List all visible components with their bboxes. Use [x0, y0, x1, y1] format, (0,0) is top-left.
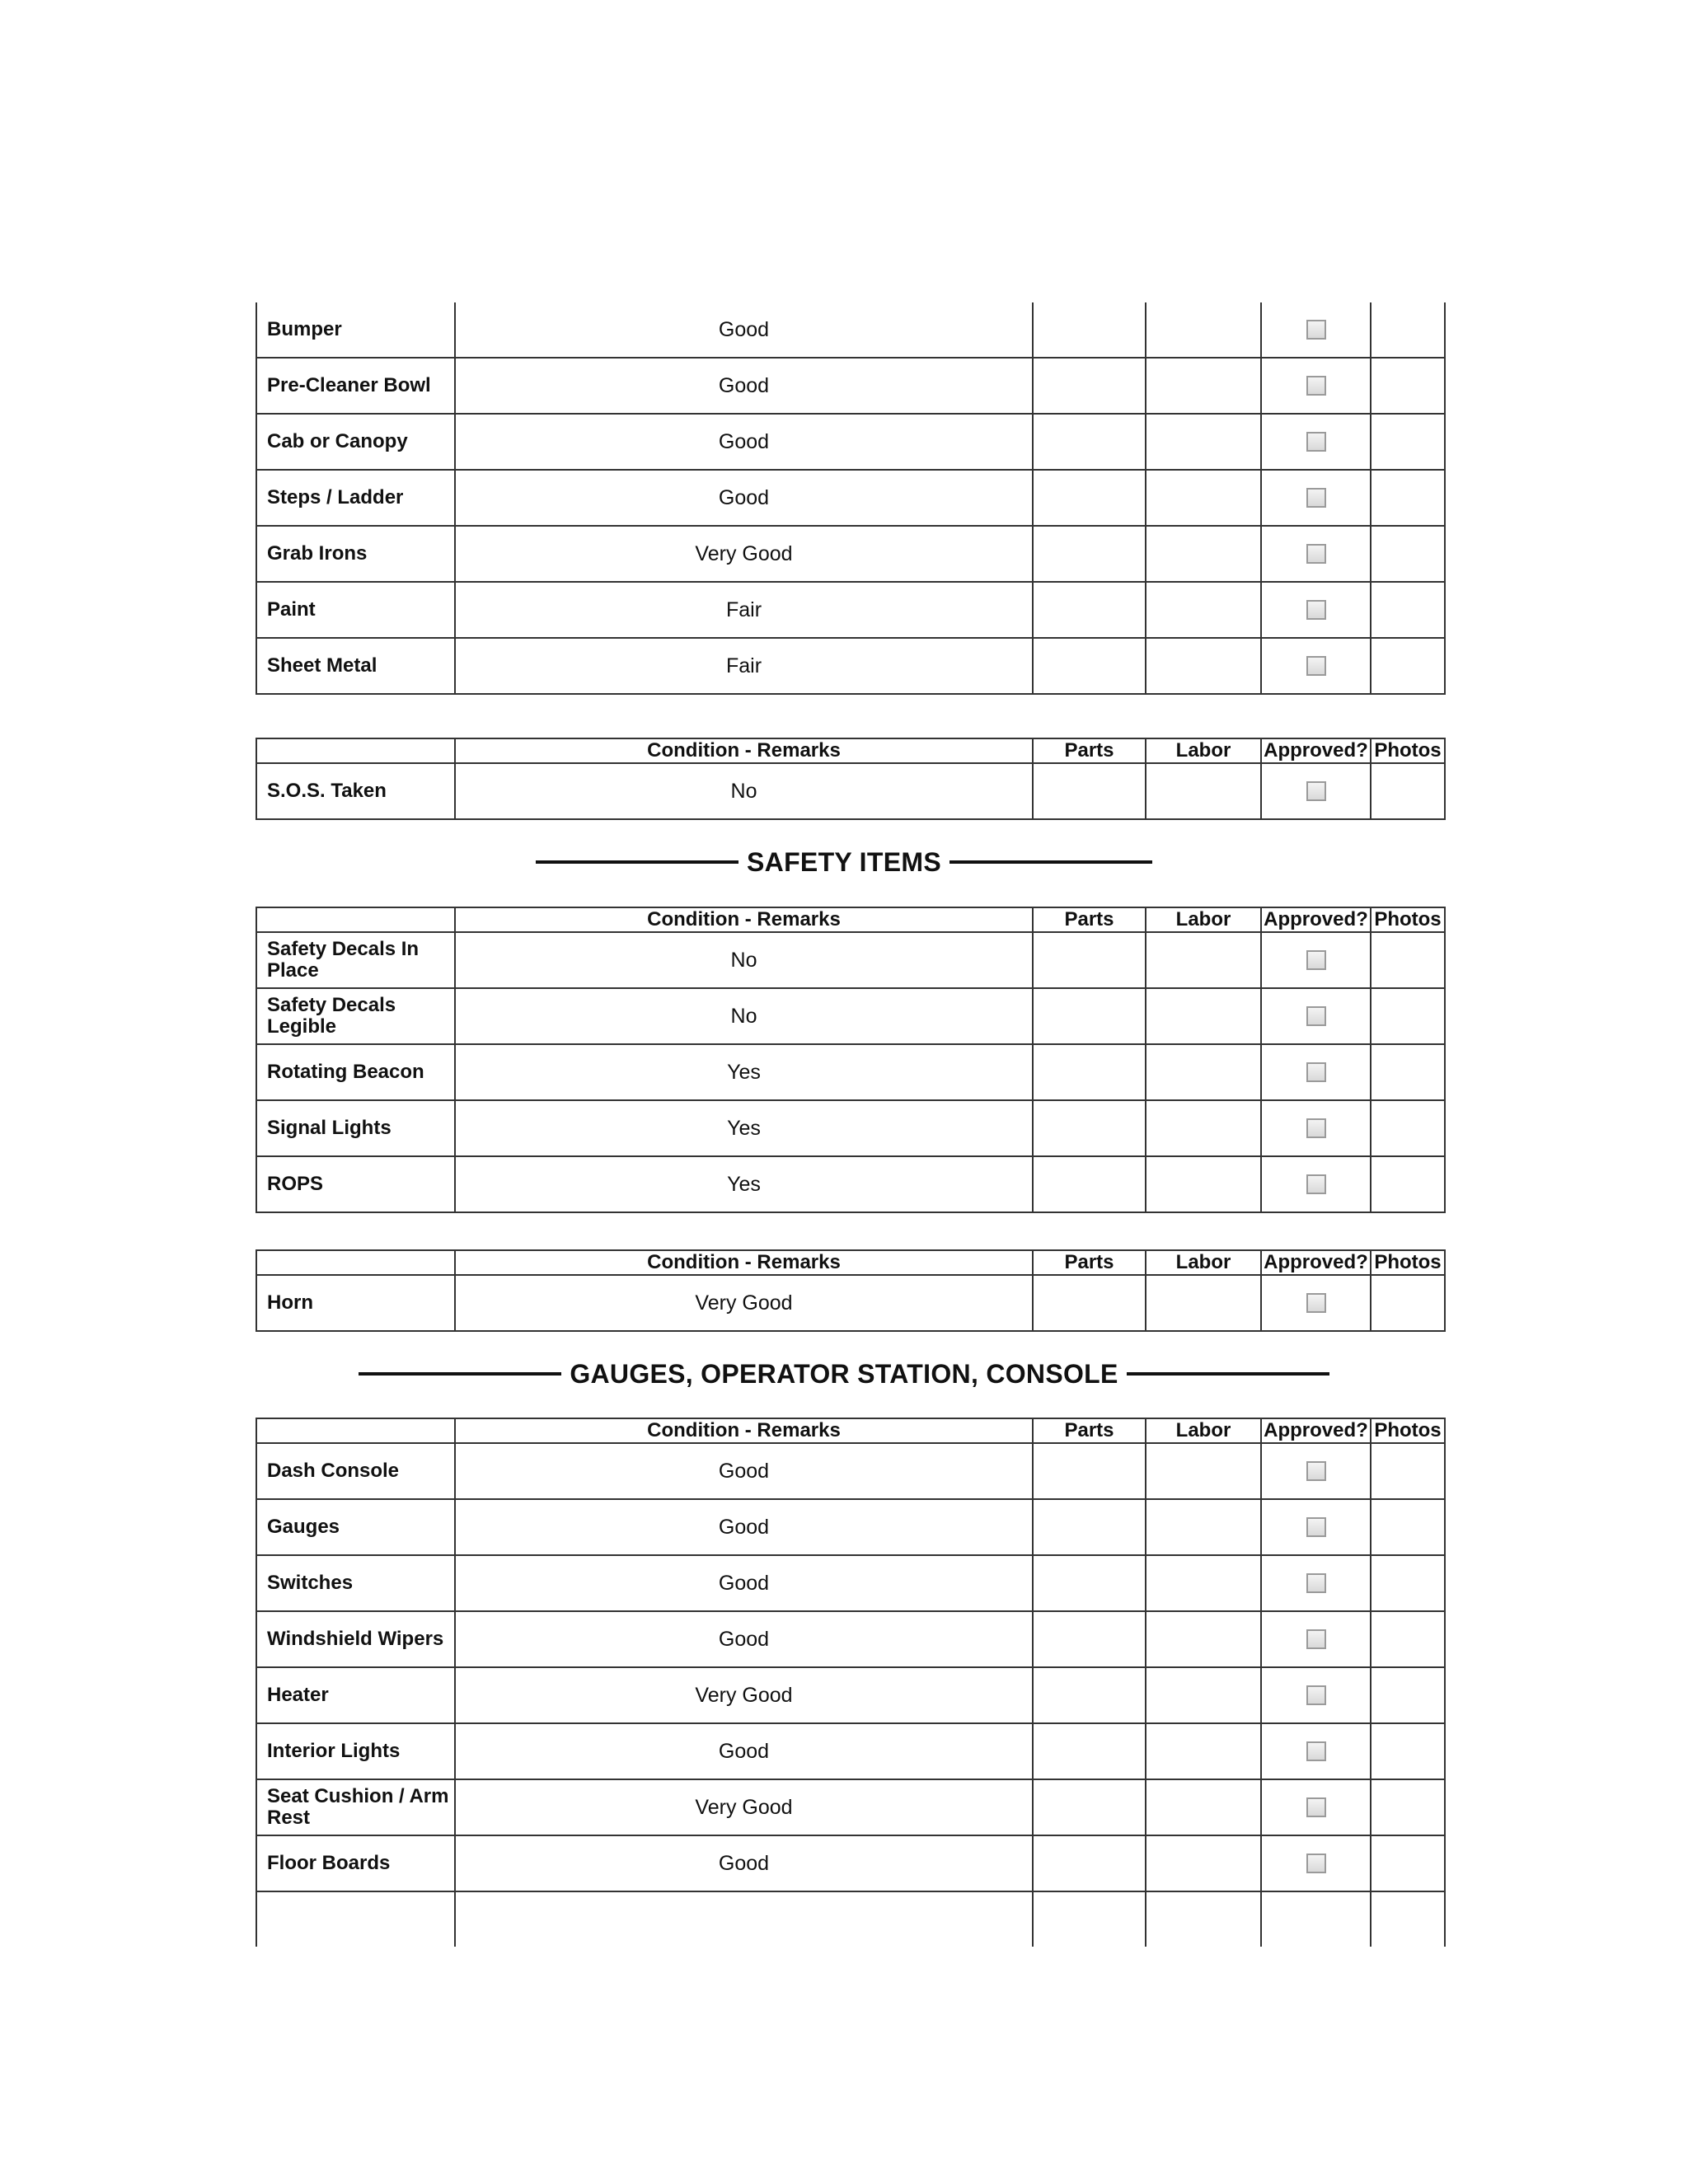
parts-cell	[1033, 763, 1146, 819]
header-photos: Photos	[1371, 738, 1445, 763]
photos-cell	[1371, 1723, 1445, 1779]
header-item	[256, 738, 455, 763]
table-row	[256, 1667, 1445, 1723]
approved-cell	[1261, 414, 1371, 470]
condition-remarks: Yes	[455, 1156, 1033, 1212]
table-row	[256, 1044, 1445, 1100]
item-label: Cab or Canopy	[256, 414, 455, 470]
labor-cell	[1146, 302, 1261, 358]
checkbox-icon[interactable]	[1306, 1741, 1326, 1761]
table-row	[256, 526, 1445, 582]
labor-cell	[1146, 1779, 1261, 1835]
parts-cell	[1033, 1443, 1146, 1499]
gauges-table	[256, 1418, 1446, 1947]
header-item	[256, 1418, 455, 1443]
approved-cell	[1261, 358, 1371, 414]
labor-cell	[1146, 1499, 1261, 1555]
table-row	[256, 1779, 1445, 1835]
checkbox-icon[interactable]	[1306, 950, 1326, 970]
item-label: Floor Boards	[256, 1835, 455, 1891]
sos-table	[256, 738, 1446, 820]
header-condition: Condition - Remarks	[455, 907, 1033, 932]
checkbox-icon[interactable]	[1306, 1062, 1326, 1082]
header-approved: Approved?	[1261, 907, 1371, 932]
table-row	[256, 1443, 1445, 1499]
approved-cell	[1261, 1891, 1371, 1947]
table-row	[256, 414, 1445, 470]
parts-cell	[1033, 526, 1146, 582]
item-label: Safety Decals Legible	[256, 988, 455, 1044]
header-item	[256, 1250, 455, 1275]
condition-remarks: Good	[455, 1499, 1033, 1555]
labor-cell	[1146, 582, 1261, 638]
labor-cell	[1146, 1611, 1261, 1667]
header-condition: Condition - Remarks	[455, 738, 1033, 763]
photos-cell	[1371, 1044, 1445, 1100]
labor-cell	[1146, 1100, 1261, 1156]
checkbox-icon[interactable]	[1306, 1573, 1326, 1593]
condition-remarks	[455, 1891, 1033, 1947]
checkbox-icon[interactable]	[1306, 781, 1326, 801]
header-labor: Labor	[1146, 907, 1261, 932]
approved-cell	[1261, 1779, 1371, 1835]
approved-cell	[1261, 1044, 1371, 1100]
item-label: Paint	[256, 582, 455, 638]
header-photos: Photos	[1371, 1250, 1445, 1275]
table-row	[256, 1723, 1445, 1779]
header-condition: Condition - Remarks	[455, 1418, 1033, 1443]
condition-remarks: Good	[455, 302, 1033, 358]
table-row	[256, 988, 1445, 1044]
approved-cell	[1261, 1443, 1371, 1499]
condition-remarks: Good	[455, 414, 1033, 470]
checkbox-icon[interactable]	[1306, 488, 1326, 508]
checkbox-icon[interactable]	[1306, 1461, 1326, 1481]
item-label: Gauges	[256, 1499, 455, 1555]
condition-remarks: Very Good	[455, 1275, 1033, 1331]
photos-cell	[1371, 302, 1445, 358]
header-parts: Parts	[1033, 907, 1146, 932]
checkbox-icon[interactable]	[1306, 1685, 1326, 1705]
divider-line	[536, 860, 738, 864]
divider-line	[1127, 1372, 1329, 1376]
photos-cell	[1371, 1835, 1445, 1891]
item-label: Seat Cushion / Arm Rest	[256, 1779, 455, 1835]
item-label: Grab Irons	[256, 526, 455, 582]
photos-cell	[1371, 1555, 1445, 1611]
parts-cell	[1033, 1667, 1146, 1723]
header-condition: Condition - Remarks	[455, 1250, 1033, 1275]
condition-remarks: Good	[455, 1443, 1033, 1499]
parts-cell	[1033, 1779, 1146, 1835]
parts-cell	[1033, 988, 1146, 1044]
labor-cell	[1146, 1044, 1261, 1100]
table-row	[256, 1835, 1445, 1891]
labor-cell	[1146, 1667, 1261, 1723]
header-approved: Approved?	[1261, 1250, 1371, 1275]
labor-cell	[1146, 1835, 1261, 1891]
item-label: ROPS	[256, 1156, 455, 1212]
item-label: Safety Decals In Place	[256, 932, 455, 988]
labor-cell	[1146, 526, 1261, 582]
photos-cell	[1371, 358, 1445, 414]
approved-cell	[1261, 1667, 1371, 1723]
checkbox-icon[interactable]	[1306, 1118, 1326, 1138]
item-label: Sheet Metal	[256, 638, 455, 694]
approved-cell	[1261, 582, 1371, 638]
header-item	[256, 907, 455, 932]
condition-remarks: Good	[455, 1723, 1033, 1779]
section-title: GAUGES, OPERATOR STATION, CONSOLE	[570, 1358, 1118, 1389]
table-row	[256, 638, 1445, 694]
item-label: Rotating Beacon	[256, 1044, 455, 1100]
header-labor: Labor	[1146, 738, 1261, 763]
table-header	[256, 1418, 1445, 1443]
parts-cell	[1033, 470, 1146, 526]
item-label: Switches	[256, 1555, 455, 1611]
condition-remarks: Fair	[455, 638, 1033, 694]
item-label: Bumper	[256, 302, 455, 358]
item-label: Dash Console	[256, 1443, 455, 1499]
approved-cell	[1261, 1100, 1371, 1156]
condition-remarks: Fair	[455, 582, 1033, 638]
table-row	[256, 358, 1445, 414]
labor-cell	[1146, 638, 1261, 694]
section-heading-gauges	[0, 1356, 1688, 1392]
header-photos: Photos	[1371, 907, 1445, 932]
table-row	[256, 1100, 1445, 1156]
labor-cell	[1146, 988, 1261, 1044]
exterior-table	[256, 302, 1446, 695]
labor-cell	[1146, 414, 1261, 470]
checkbox-icon[interactable]	[1306, 1854, 1326, 1873]
approved-cell	[1261, 638, 1371, 694]
parts-cell	[1033, 1835, 1146, 1891]
item-label: Horn	[256, 1275, 455, 1331]
checkbox-icon[interactable]	[1306, 600, 1326, 620]
approved-cell	[1261, 1275, 1371, 1331]
checkbox-icon[interactable]	[1306, 320, 1326, 340]
photos-cell	[1371, 1611, 1445, 1667]
condition-remarks: No	[455, 932, 1033, 988]
parts-cell	[1033, 414, 1146, 470]
photos-cell	[1371, 932, 1445, 988]
condition-remarks: Good	[455, 1555, 1033, 1611]
approved-cell	[1261, 1611, 1371, 1667]
condition-remarks: Very Good	[455, 1667, 1033, 1723]
table-row	[256, 1555, 1445, 1611]
table-row	[256, 932, 1445, 988]
parts-cell	[1033, 1275, 1146, 1331]
table-row	[256, 1891, 1445, 1947]
labor-cell	[1146, 932, 1261, 988]
item-label: Pre-Cleaner Bowl	[256, 358, 455, 414]
photos-cell	[1371, 1779, 1445, 1835]
labor-cell	[1146, 1443, 1261, 1499]
header-approved: Approved?	[1261, 738, 1371, 763]
photos-cell	[1371, 1891, 1445, 1947]
approved-cell	[1261, 1835, 1371, 1891]
table-row	[256, 1611, 1445, 1667]
parts-cell	[1033, 1499, 1146, 1555]
table-row	[256, 582, 1445, 638]
photos-cell	[1371, 988, 1445, 1044]
condition-remarks: No	[455, 988, 1033, 1044]
table-header	[256, 907, 1445, 932]
photos-cell	[1371, 1499, 1445, 1555]
parts-cell	[1033, 1555, 1146, 1611]
safety-items-table	[256, 907, 1446, 1213]
labor-cell	[1146, 470, 1261, 526]
photos-cell	[1371, 1275, 1445, 1331]
checkbox-icon[interactable]	[1306, 376, 1326, 396]
parts-cell	[1033, 932, 1146, 988]
checkbox-icon[interactable]	[1306, 432, 1326, 452]
approved-cell	[1261, 932, 1371, 988]
divider-line	[359, 1372, 561, 1376]
approved-cell	[1261, 302, 1371, 358]
item-label: Heater	[256, 1667, 455, 1723]
condition-remarks: Good	[455, 1611, 1033, 1667]
table-row	[256, 1499, 1445, 1555]
parts-cell	[1033, 1044, 1146, 1100]
parts-cell	[1033, 1611, 1146, 1667]
labor-cell	[1146, 358, 1261, 414]
photos-cell	[1371, 638, 1445, 694]
divider-line	[950, 860, 1152, 864]
labor-cell	[1146, 763, 1261, 819]
parts-cell	[1033, 302, 1146, 358]
header-parts: Parts	[1033, 1418, 1146, 1443]
approved-cell	[1261, 763, 1371, 819]
table-header	[256, 738, 1445, 763]
photos-cell	[1371, 1156, 1445, 1212]
condition-remarks: Good	[455, 1835, 1033, 1891]
parts-cell	[1033, 358, 1146, 414]
table-row	[256, 302, 1445, 358]
photos-cell	[1371, 470, 1445, 526]
condition-remarks: Good	[455, 470, 1033, 526]
condition-remarks: Yes	[455, 1044, 1033, 1100]
checkbox-icon[interactable]	[1306, 1629, 1326, 1649]
parts-cell	[1033, 1891, 1146, 1947]
item-label	[256, 1891, 455, 1947]
table-row	[256, 470, 1445, 526]
header-parts: Parts	[1033, 1250, 1146, 1275]
photos-cell	[1371, 1443, 1445, 1499]
approved-cell	[1261, 1156, 1371, 1212]
parts-cell	[1033, 1156, 1146, 1212]
approved-cell	[1261, 1723, 1371, 1779]
labor-cell	[1146, 1275, 1261, 1331]
horn-table	[256, 1249, 1446, 1332]
labor-cell	[1146, 1555, 1261, 1611]
approved-cell	[1261, 988, 1371, 1044]
header-labor: Labor	[1146, 1418, 1261, 1443]
header-parts: Parts	[1033, 738, 1146, 763]
section-title: SAFETY ITEMS	[747, 846, 941, 877]
approved-cell	[1261, 470, 1371, 526]
item-label: S.O.S. Taken	[256, 763, 455, 819]
parts-cell	[1033, 1723, 1146, 1779]
header-approved: Approved?	[1261, 1418, 1371, 1443]
table-row	[256, 1156, 1445, 1212]
condition-remarks: Yes	[455, 1100, 1033, 1156]
table-row	[256, 1275, 1445, 1331]
table-row	[256, 763, 1445, 819]
parts-cell	[1033, 1100, 1146, 1156]
labor-cell	[1146, 1891, 1261, 1947]
condition-remarks: Good	[455, 358, 1033, 414]
condition-remarks: Very Good	[455, 526, 1033, 582]
header-photos: Photos	[1371, 1418, 1445, 1443]
item-label: Windshield Wipers	[256, 1611, 455, 1667]
approved-cell	[1261, 1555, 1371, 1611]
checkbox-icon[interactable]	[1306, 544, 1326, 564]
checkbox-icon[interactable]	[1306, 1006, 1326, 1026]
parts-cell	[1033, 638, 1146, 694]
checkbox-icon[interactable]	[1306, 1517, 1326, 1537]
approved-cell	[1261, 1499, 1371, 1555]
photos-cell	[1371, 414, 1445, 470]
checkbox-icon[interactable]	[1306, 1174, 1326, 1194]
item-label: Interior Lights	[256, 1723, 455, 1779]
item-label: Steps / Ladder	[256, 470, 455, 526]
labor-cell	[1146, 1723, 1261, 1779]
checkbox-icon[interactable]	[1306, 1797, 1326, 1817]
approved-cell	[1261, 526, 1371, 582]
checkbox-icon[interactable]	[1306, 656, 1326, 676]
table-header	[256, 1250, 1445, 1275]
photos-cell	[1371, 582, 1445, 638]
photos-cell	[1371, 1100, 1445, 1156]
photos-cell	[1371, 526, 1445, 582]
checkbox-icon[interactable]	[1306, 1293, 1326, 1313]
parts-cell	[1033, 582, 1146, 638]
item-label: Signal Lights	[256, 1100, 455, 1156]
photos-cell	[1371, 1667, 1445, 1723]
header-labor: Labor	[1146, 1250, 1261, 1275]
photos-cell	[1371, 763, 1445, 819]
section-heading-safety	[0, 844, 1688, 880]
labor-cell	[1146, 1156, 1261, 1212]
condition-remarks: No	[455, 763, 1033, 819]
condition-remarks: Very Good	[455, 1779, 1033, 1835]
